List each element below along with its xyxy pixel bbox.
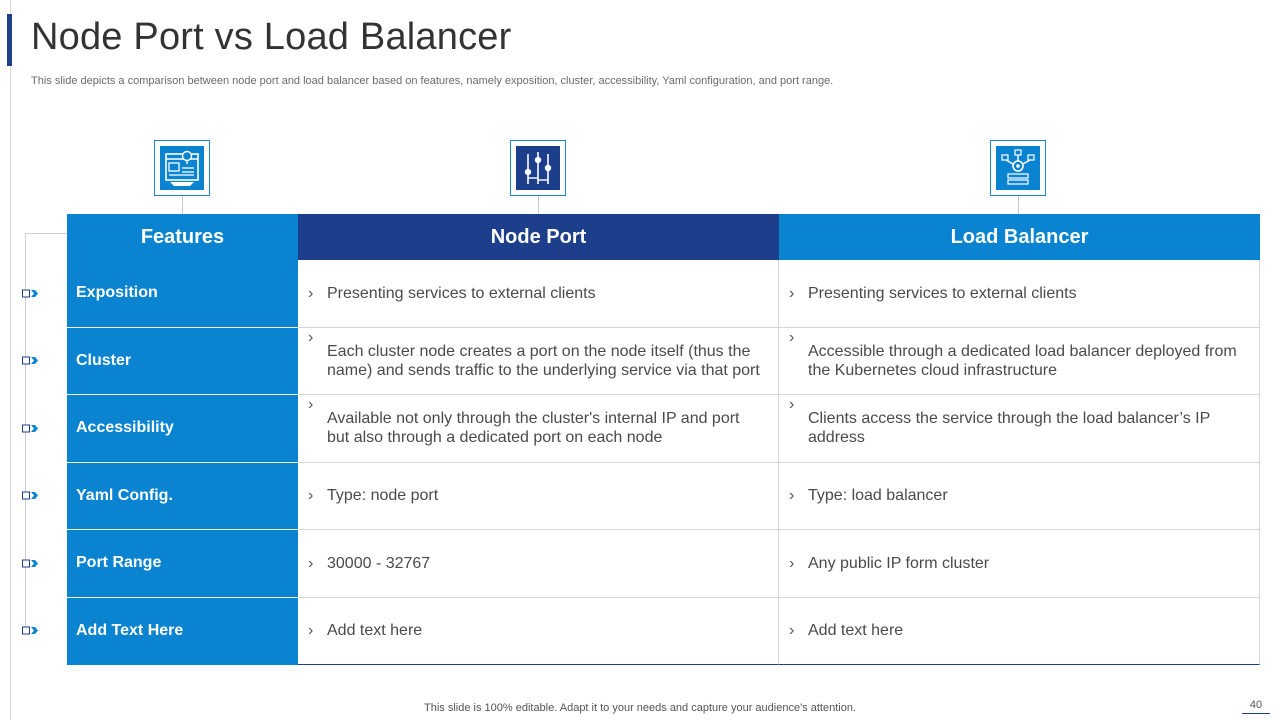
page-subtitle: This slide depicts a comparison between node port and load balancer based on features, namely exposition, cluster, accessibility, Yaml configuration, and port range.	[31, 75, 834, 87]
title-accent-bar	[7, 14, 12, 66]
cell-text: Presenting services to external clients	[808, 284, 1077, 302]
cell-text: Any public IP form cluster	[808, 554, 990, 572]
node-port-icon-stem	[538, 196, 539, 214]
load-balancer-cell	[779, 463, 1260, 531]
node-port-cell	[298, 598, 779, 666]
table-row	[67, 328, 1260, 396]
feature-cell: Accessibility	[67, 395, 298, 463]
load-balancer-icon	[990, 140, 1046, 196]
row-bullet-icon	[22, 626, 38, 635]
table-header	[67, 214, 1260, 260]
page-number: 40	[1242, 699, 1270, 714]
chevron-right-icon: ›	[308, 396, 314, 413]
cell-text: Presenting services to external clients	[327, 284, 596, 302]
cell-text: Add text here	[808, 622, 904, 640]
cell-text: Add text here	[327, 622, 423, 640]
table-row	[67, 530, 1260, 598]
chevron-right-icon: ›	[308, 284, 314, 302]
load-balancer-cell	[779, 395, 1260, 463]
node-port-cell	[298, 530, 779, 598]
load-balancer-cell	[779, 260, 1260, 328]
cell-text: 30000 - 32767	[327, 554, 431, 572]
row-bullet-icon	[22, 356, 38, 365]
table-body	[67, 260, 1260, 665]
row-bullet-icon	[22, 491, 38, 500]
header-node-port: Node Port	[298, 214, 779, 260]
load-balancer-icon-stem	[1018, 196, 1019, 214]
chevron-right-icon: ›	[308, 328, 314, 346]
chevron-right-icon: ›	[308, 554, 314, 572]
table-row	[67, 260, 1260, 328]
feature-cell: Add Text Here	[67, 598, 298, 666]
chevron-right-icon: ›	[789, 554, 795, 572]
chevron-right-icon: ›	[789, 328, 795, 346]
cell-text: Each cluster node creates a port on the node itself (thus the name) and sends traffic to the underlying service via that port	[327, 342, 760, 379]
chevron-right-icon: ›	[308, 622, 314, 640]
cell-text: Type: node port	[327, 487, 439, 505]
node-port-icon	[510, 140, 566, 196]
cell-text: Available not only through the cluster's internal IP and port but also through a dedicated port on each node	[327, 410, 740, 447]
cell-text: Type: load balancer	[808, 487, 948, 505]
node-port-cell	[298, 395, 779, 463]
node-port-cell	[298, 463, 779, 531]
load-balancer-cell	[779, 598, 1260, 666]
features-icon-stem	[182, 196, 183, 214]
footer-note: This slide is 100% editable. Adapt it to your needs and capture your audience's attention.	[424, 702, 856, 714]
node-port-cell	[298, 328, 779, 396]
feature-cell: Exposition	[67, 260, 298, 328]
header-features: Features	[67, 214, 298, 260]
chevron-right-icon: ›	[789, 487, 795, 505]
row-bullet-icon	[22, 559, 38, 568]
chevron-right-icon: ›	[308, 487, 314, 505]
table-row	[67, 463, 1260, 531]
row-bullet-icon	[22, 424, 38, 433]
load-balancer-cell	[779, 328, 1260, 396]
chevron-right-icon: ›	[789, 396, 795, 413]
feature-cell: Port Range	[67, 530, 298, 598]
feature-cell: Yaml Config.	[67, 463, 298, 531]
frame-left-line	[10, 0, 11, 720]
cell-text: Clients access the service through the load balancer’s IP address	[808, 410, 1211, 447]
load-balancer-cell	[779, 530, 1260, 598]
features-icon	[154, 140, 210, 196]
page-title: Node Port vs Load Balancer	[31, 16, 512, 58]
comparison-table	[67, 214, 1260, 665]
header-load-balancer: Load Balancer	[779, 214, 1260, 260]
table-row	[67, 395, 1260, 463]
node-port-cell	[298, 260, 779, 328]
chevron-right-icon: ›	[789, 284, 795, 302]
row-bullet-icon	[22, 289, 38, 298]
cell-text: Accessible through a dedicated load balancer deployed from the Kubernetes cloud infrastructure	[808, 342, 1237, 379]
chevron-right-icon: ›	[789, 622, 795, 640]
feature-cell: Cluster	[67, 328, 298, 396]
connector-line-top	[25, 233, 67, 234]
table-row	[67, 598, 1260, 666]
